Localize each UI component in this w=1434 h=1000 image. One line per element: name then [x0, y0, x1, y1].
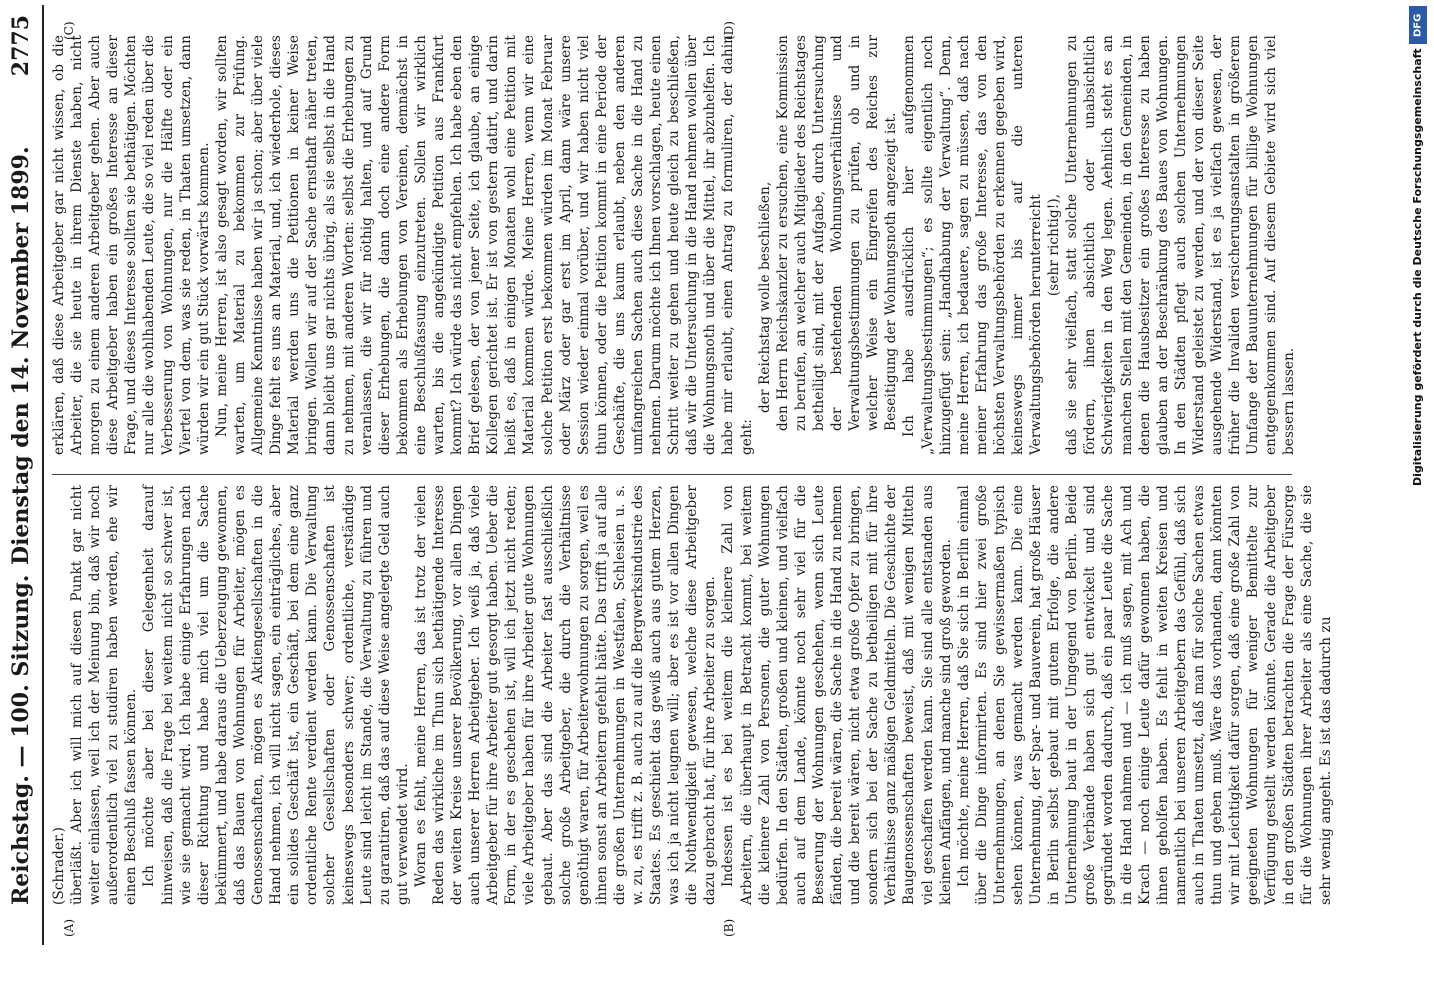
paragraph: überläßt. Aber ich will mich auf diesen Punkt gar nicht weiter einlassen, weil ich der Meinung bin, daß wir noch außerordentlich viel zu studiren haben werden, ehe wir einen Beschluß fassen können.: [69, 485, 140, 905]
paragraph: erklären, daß diese Arbeitgeber gar nicht wissen, ob die Arbeiter, die sie heute in ihrem Dienste haben, nicht morgen zu einem anderen Arbeitgeber gehen. Aber auch diese Arbeitgeber haben ein großes Interesse an dieser Frage, und dieses Interesse sollten sie bethätigen. Möchten nur alle die wohlhabenden Leute, die so viel reden über die Verbesserung von Wohnungen, nur die Hälfte oder ein Viertel von dem, was sie reden, in Thaten umsetzen, dann würden wir ein gut Stück vorwärts kommen.: [51, 35, 212, 455]
header-left: Reichstag. — 100. Sitzung.: [8, 574, 34, 905]
paragraph: Woran es fehlt, meine Herren, das ist trotz der vielen Reden das wirkliche im Thun sich bethätigende Interesse der weiten Kreise unserer Bevölkerung, vor allen Dingen auch unserer Herren Arbeitgeber. Ich weiß ja, daß viele Arbeitgeber für ihre Arbeiter gut gesorgt haben. Ueber die Form, in der es geschehen ist, will ich jetzt nicht reden; viele Arbeitgeber haben für ihre Arbeiter gute Wohnungen gebaut. Aber das sind die Arbeiter fast ausschließlich solche große Arbeitgeber, die durch die Verhältnisse genöthigt waren, für Arbeiterwohnungen zu sorgen, weil es ihnen sonst an Arbeitern gefehlt hätte. Das trifft ja auf alle die großen Unternehmungen in Westfalen, Schlesien u. s. w. zu, es trifft z. B. auch zu auf die Bergwerksindustrie des Staates. Es geschieht das gewiß auch aus gutem Herzen, was ich ja nicht leugnen will; aber es ist vor allen Dingen die Nothwendigkeit gewesen, welche diese Arbeitgeber dazu gebracht hat, für ihre Arbeiter zu sorgen.: [412, 485, 719, 905]
margin-mark-b: (B): [722, 918, 736, 937]
margin-mark-a: (A): [62, 918, 76, 937]
speaker-name: (Schrader.): [51, 826, 67, 905]
motion-intro: der Reichstag wolle beschließen,: [756, 181, 773, 413]
margin-mark-d: (D): [722, 21, 736, 40]
paragraph: Ich möchte, meine Herren, daß Sie sich in Berlin einmal über die Dinge informirten. Es sind hier zwei große Unternehmungen, an denen Sie gewissermaßen typisch sehen können, was gemacht werden kann. Die eine Unternehmung, der Spar- und Bauverein, hat große Häuser in Berlin selbst gebaut mit gutem Erfolge, die andere Unternehmung baut in der Umgegend von Berlin. Beide große Verbände haben sich gut entwickelt und sind gegründet worden dadurch, daß ein paar Leute die Sache in die Hand nahmen und — ich muß sagen, mit Ach und Krach — noch einige Leute dafür gewonnen haben, die ihnen geholfen haben. Es fehlt in weiten Kreisen und namentlich bei unseren Arbeitgebern das Gefühl, daß sich auch in Thaten umsetzt, daß man für solche Sachen etwas thun und geben muß. Wäre das vorhanden, dann könnten wir mit Leichtigkeit dafür sorgen, daß eine große Zahl von geeigneten Wohnungen für weniger Bemittelte zur Verfügung gestellt werden könnte. Gerade die Arbeitgeber in den großen Städten betrachten die Frage der Fürsorge für die Wohnungen ihrer Arbeiter als eine Sache, die sie sehr wenig angeht. Es ist das dadurch zu: [955, 485, 1334, 905]
paragraph: Ich möchte aber bei dieser Gelegenheit darauf hinweisen, daß die Frage bei weitem nicht so schwer ist, wie sie gemacht wird. Ich habe einige Erfahrungen nach dieser Richtung und habe mich viel um die Sache bekümmert, und habe daraus die Ueberzeugung gewonnen, daß das Bauen von Wohnungen für Arbeiter, mögen es Genossenschaften, mögen es Aktiengesellschaften in die Hand nehmen, ich will nicht sagen, ein einträgliches, aber ein solides Geschäft ist, ein Geschäft, bei dem eine ganz ordentliche Rente verdient werden kann. Die Verwaltung solcher Gesellschaften oder Genossenschaften ist keineswegs besonders schwer; ordentliche, verständige Leute sind leicht im Stande, die Verwaltung zu führen und zu garantiren, daß das auf diese Weise angelegte Geld auch gut verwendet wird.: [141, 485, 411, 905]
motion-text: den Herrn Reichskanzler zu ersuchen, eine Kommission zu berufen, an welcher auch Mitglieder des Reichstages betheiligt sind, mit der Aufgabe, durch Untersuchung der bestehenden Wohnungsverhältnisse und Verwaltungsbestimmungen zu prüfen, ob und in welcher Weise ein Eingreifen des Reiches zur Beseitigung der Wohnungsnoth angezeigt ist.: [774, 35, 900, 431]
interjection: (sehr richtig!),: [1046, 193, 1063, 297]
left-column: [50, 485, 1334, 905]
paragraph: Indessen ist es bei weitem die kleinere Zahl von Arbeitern, die überhaupt in Betracht kommt, bei weitem die kleinere Zahl von Personen, die guter Wohnungen bedürfen. In den Städten, großen und kleinen, und vielfach auch auf dem Lande, könnte noch sehr viel für die Besserung der Wohnungen geschehen, wenn sich Leute fänden, die bereit wären, die Sache in die Hand zu nehmen und die bereit wären, nicht etwa große Opfer zu bringen, sondern sich bei der Sache zu betheiligen mit für ihre Verhältnisse ganz mäßigen Geldmitteln. Die Geschichte der Baugenossenschaften beweist, daß mit wenigen Mitteln viel geschaffen werden kann. Sie sind alle entstanden aus kleinen Anfängen, und manche sind groß geworden.: [720, 485, 954, 905]
header-date: Dienstag den 14. November 1899.: [8, 146, 34, 565]
paragraph: Nun, meine Herren, ist also gesagt worden, wir sollten warten, um Material zu bekommen zur Prüfung. Allgemeine Kenntnisse haben wir ja schon; aber über viele Dinge fehlt es uns an Material, und, ich wiederhole, dieses Material werden uns die Petitionen in keiner Weise bringen. Wollen wir auf der Sache ernsthaft näher treten, dann bleibt uns gar nichts übrig, als sie selbst in die Hand zu nehmen, mit anderen Worten: selbst die Erhebungen zu veranlassen, die wir für nöthig halten, und auf Grund dieser Erhebungen, die dann doch eine andere Form bekommen als Erhebungen von Vereinen, demnächst in eine Beschlußfassung einzutreten. Sollen wir wirklich warten, bis die angekündigte Petition aus Frankfurt kommt? Ich würde das nicht empfehlen. Ich habe eben den Brief gelesen, der von jener Seite, ich glaube, an einige Kollegen gerichtet ist. Er ist von gestern datirt, und darin heißt es, daß in einigen Monaten wohl eine Petition mit Material kommen würde. Meine Herren, wenn wir eine solche Petition erst bekommen würden im Monat Februar oder März oder gar erst im April, dann wäre unsere Session wieder einmal vorüber, und wir haben nicht viel thun können, oder die Petition kommt in eine Periode der Geschäfte, die uns kaum erlaubt, neben den anderen umfangreichen Sachen auch diese Sache in die Hand zu nehmen. Darum möchte ich Ihnen vorschlagen, heute einen Schritt weiter zu gehen und heute gleich zu beschließen, daß wir die Untersuchung in die Hand nehmen wollen über die Wohnungsnoth und über die Mittel, ihr abzuhelfen. Ich habe mir erlaubt, einen Antrag zu formuliren, der dahin geht:: [213, 35, 755, 455]
paragraph: daß sie sehr vielfach, statt solche Unternehmungen zu fördern, ihnen absichtlich oder unabsichtlich Schwierigkeiten in den Weg legen. Aehnlich steht es an manchen Stellen mit den Gemeinden, in den Gemeinden, in denen die Hausbesitzer ein großes Interesse zu haben glauben an der Beschränkung des Baues von Wohnungen. In den Städten pflegt auch solchen Unternehmungen Widerstand geleistet zu werden, und der von dieser Seite ausgehende Widerstand, ist es ja vielfach gewesen, der früher die Invaliden versicherungsanstalten in größerem Umfange der Bauunternehmungen für billige Wohnungen entgegenkommen sind. Auf diesem Gebiete wird sich viel bessern lassen.: [1064, 35, 1298, 455]
page-header: [2, 5, 44, 945]
right-column: [50, 35, 1298, 455]
dfg-sidebar: [1405, 0, 1431, 1000]
paragraph: Ich habe ausdrücklich hier aufgenommen „Verwaltungsbestimmungen“; es sollte eigentlich noch hinzugefügt sein: „Handhabung der Verwaltung“. Denn, meine Herren, ich bedauere, sagen zu müssen, daß nach meiner Erfahrung das große Interesse, das von den höchsten Verwaltungsbehörden zu erkennen gegeben wird, keineswegs immer bis auf die unteren Verwaltungsbehörden herunterreicht: [901, 35, 1045, 455]
digitization-note: Digitalisierung gefördert durch die Deutsche Forschungsgemeinschaft: [1411, 48, 1424, 486]
dfg-logo: DFG: [1409, 6, 1427, 44]
page-number: 2775: [8, 15, 34, 77]
margin-mark-c: (C): [62, 21, 76, 40]
column-divider: [52, 474, 1292, 475]
scanned-page: [2, 5, 1334, 945]
